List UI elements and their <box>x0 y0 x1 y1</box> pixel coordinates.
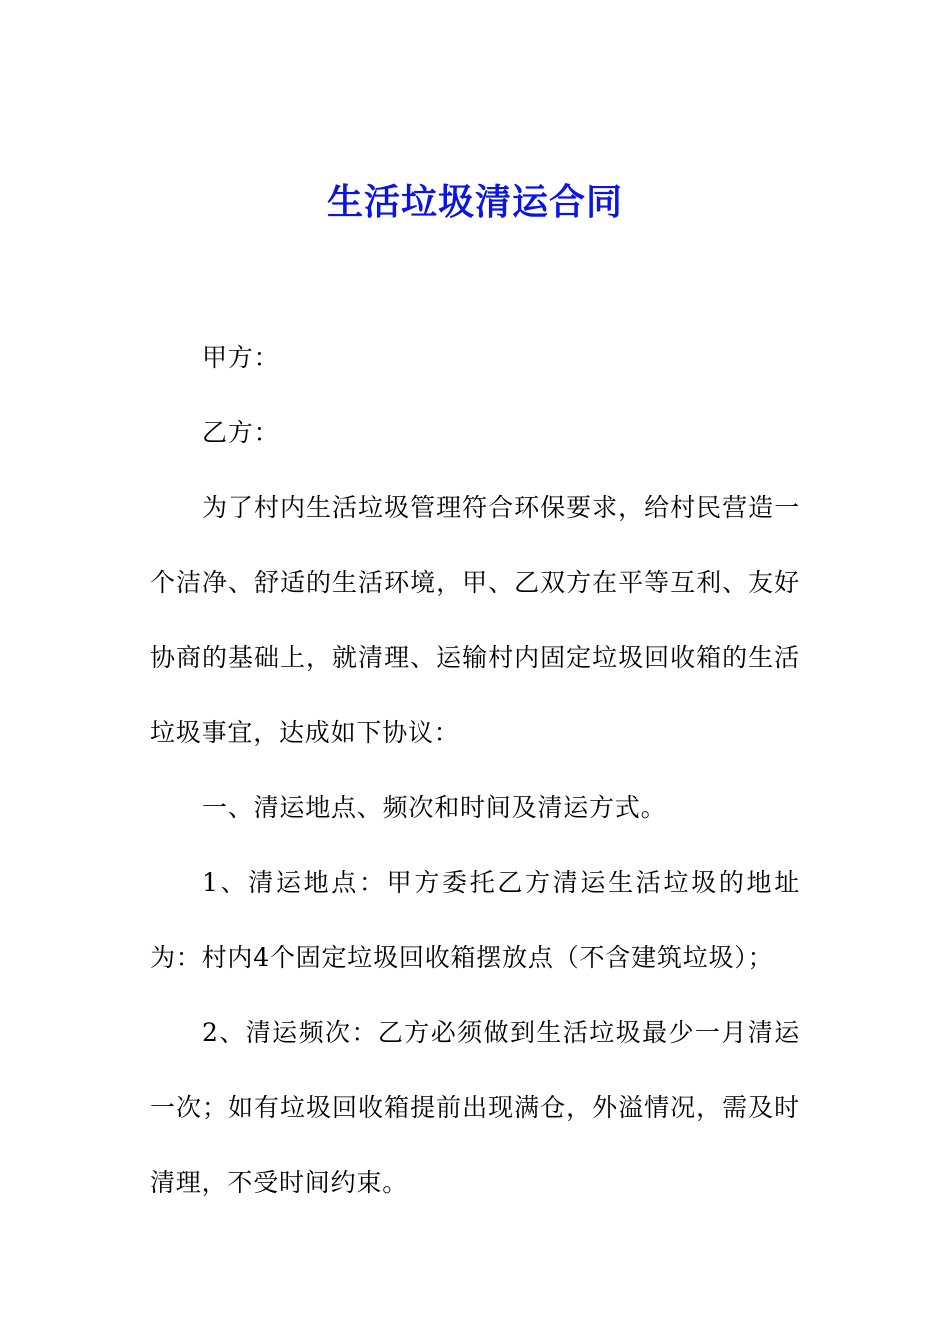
clause-2-paragraph: 2、清运频次：乙方必须做到生活垃圾最少一月清运一次；如有垃圾回收箱提前出现满仓，外溢情况，需及时清理，不受时间约束。 <box>150 1018 800 1197</box>
party-b-line: 乙方： <box>202 418 280 447</box>
party-a-line: 甲方： <box>202 343 280 372</box>
section-heading: 一、清运地点、频次和时间及清运方式。 <box>202 793 667 822</box>
document-title: 生活垃圾清运合同 <box>326 181 623 223</box>
preamble-paragraph: 为了村内生活垃圾管理符合环保要求，给村民营造一个洁净、舒适的生活环境，甲、乙双方在平等互利、友好协商的基础上，就清理、运输村内固定垃圾回收箱的生活垃圾事宜，达成如下协议： <box>150 493 800 747</box>
document-body <box>150 320 800 1220</box>
clause-1-paragraph: 1、清运地点：甲方委托乙方清运生活垃圾的地址为：村内4个固定垃圾回收箱摆放点（不含建筑垃圾）； <box>150 868 800 972</box>
